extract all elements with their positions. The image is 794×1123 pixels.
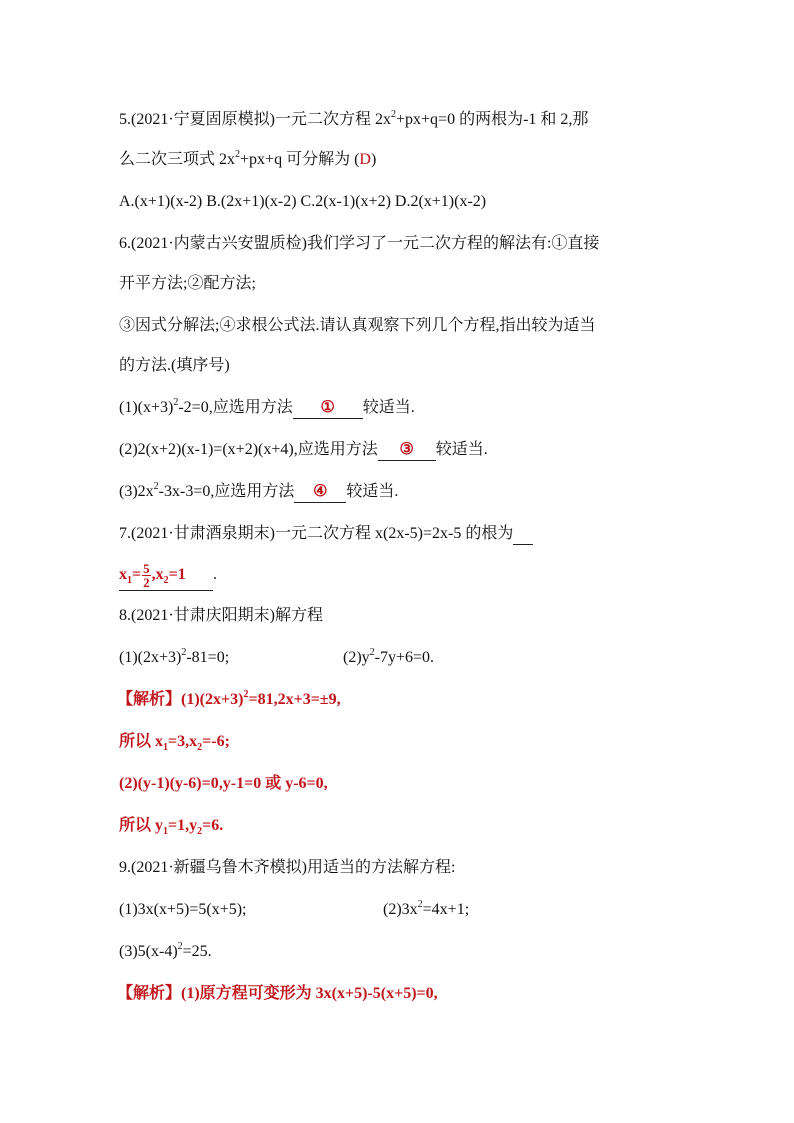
q6-part2: (2)2(x+2)(x-1)=(x+2)(x+4),应选用方法 ③ 较适当. — [119, 440, 488, 461]
q6-blank-1: ① — [293, 398, 363, 419]
q5-line1: 5.(2021·宁夏固原模拟)一元二次方程 $2x^2+px+q=0$ 的两根为-1 和 2,那 — [119, 109, 589, 128]
q9-part3: $(3)5(x-4)^2=25$. — [119, 941, 212, 960]
q6-part3: $(3)2x^2-3x-3=0$,应选用方法 ④ 较适当. — [119, 482, 398, 503]
q8-line1: 8.(2021·甘肃庆阳期末)解方程 — [119, 607, 323, 624]
q5-line2: 么二次三项式 $2x^2+px+q$ 可分解为 (D) — [119, 149, 377, 168]
q7-line1: 7.(2021·甘肃酒泉期末)一元二次方程 x(2x-5)=2x-5 的根为 — [119, 524, 533, 545]
q7-answer-blank: $x_1=$ $\frac{5}{2}$ $,x_2=1$ — [119, 560, 213, 591]
q6-blank-2: ③ — [378, 440, 436, 461]
q6-line1: 6.(2021·内蒙古兴安盟质检)我们学习了一元二次方程的解法有:①直接 — [119, 235, 600, 252]
q9-part1: (1)3x(x+5)=5(x+5); — [119, 901, 247, 918]
q8-solution-1: 【解析】$(1)(2x+3)^2=81,2x+3=\pm 9$, — [117, 689, 341, 708]
q8-solution-3: (2)(y-1)(y-6)=0,y-1=0 或 y-6=0, — [119, 775, 328, 792]
q6-part1: $(1)(x+3)^2-2=0$,应选用方法 ① 较适当. — [119, 398, 415, 419]
q9-part2: $(2)3x^2=4x+1$; — [383, 899, 470, 918]
q6-blank-3: ④ — [294, 482, 346, 503]
q6-line4: 的方法.(填序号) — [119, 357, 230, 374]
q8-part2: $(2)y^2-7y+6=0$. — [343, 647, 435, 666]
q7-answer-line: $x_1=$ $\frac{5}{2}$ $,x_2=1$ . — [119, 560, 217, 590]
q7-blank-start — [513, 524, 533, 545]
q5-answer: D — [359, 151, 371, 168]
q5-options: A.(x+1)(x-2) B.(2x+1)(x-2) C.2(x-1)(x+2) D.2(x+1)(x-2) — [119, 193, 487, 210]
q8-solution-4: 所以 $y_1=1,y_2=6$. — [119, 817, 224, 837]
q6-line2: 开平方法;②配方法; — [119, 275, 256, 292]
q6-line3: ③因式分解法;④求根公式法.请认真观察下列几个方程,指出较为适当 — [119, 317, 596, 334]
q8-part1: $(1)(2x+3)^2-81=0$; — [119, 647, 230, 666]
q9-solution: 【解析】(1)原方程可变形为 3x(x+5)-5(x+5)=0, — [117, 985, 438, 1002]
q9-line1: 9.(2021·新疆乌鲁木齐模拟)用适当的方法解方程: — [119, 859, 456, 876]
q8-solution-2: 所以 $x_1=3,x_2=-6$; — [119, 733, 230, 753]
q7-fraction: $\frac{5}{2}$ — [143, 560, 150, 590]
